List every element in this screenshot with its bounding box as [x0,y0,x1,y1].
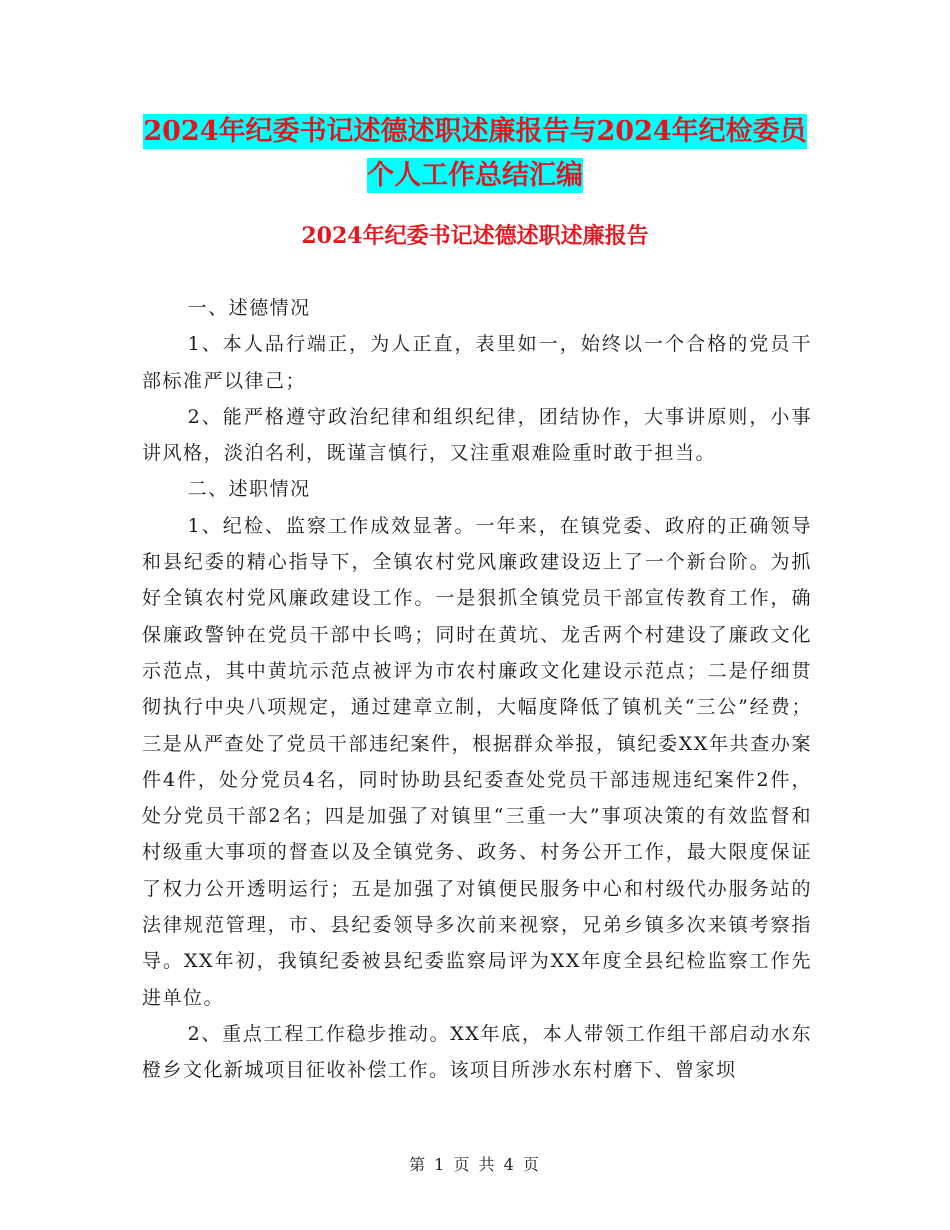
page-footer: 第 1 页 共 4 页 [409,1155,541,1174]
heading-shude: 一、述德情况 [187,297,311,319]
document-title-line-2 [0,154,950,198]
title-highlight: 个人工作总结汇编 [367,160,583,191]
section-title: 2024年纪委书记述德述职述廉报告 [301,223,649,249]
paragraph: 1、本人品行端正，为人正直，表里如一，始终以一个合格的党员干部标准严以律己； [142,333,812,392]
document-title-line-1 [0,110,950,154]
paragraph: 2、能严格遵守政治纪律和组织纪律，团结协作，大事讲原则，小事讲风格，淡泊名利，既谨言慎行，又注重艰难险重时敢于担当。 [142,405,812,465]
paragraph: 2、重点工程工作稳步推动。XX年底，本人带领工作组干部启动水东橙乡文化新城项目征收补偿工作。该项目所涉水东村磨下、曾家坝 [142,1022,812,1082]
heading-shuzhi: 二、述职情况 [187,478,311,501]
document-body [142,290,812,1089]
paragraph: 1、纪检、监察工作成效显著。一年来，在镇党委、政府的正确领导和县纪委的精心指导下，全镇农村党风廉政建设迈上了一个新台阶。为抓好全镇农村党风廉政建设工作。一是狠抓全镇党员干部宣传教育工作，确保廉政警钟在党员干部中长鸣；同时在黄坑、龙舌两个村建设了廉政文化示范点，其中黄坑示范点被评为市农村廉政文化建设示范点；二是仔细贯彻执行中央八项规定，通过建章立制，大幅度降低了镇机关“三公”经费；三是从严查处了党员干部违纪案件，根据群众举报，镇纪委XX年共查办案件4件，处分党员4名，同时协助县纪委查处党员干部违规违纪案件2件，处分党员干部2名；四是加强了对镇里“三重一大”事项决策的有效监督和村级重大事项的督查以及全镇党务、政务、村务公开工作，最大限度保证了权力公开透明运行；五是加强了对镇便民服务中心和村级代办服务站的法律规范管理，市、县纪委领导多次前来视察，兄弟乡镇多次来镇考察指导。XX年初，我镇纪委被县纪委监察局评为XX年度全县纪检监察工作先进单位。 [142,514,812,1009]
title-highlight: 2024年纪委书记述德述职述廉报告与2024年纪检委员 [143,116,807,147]
